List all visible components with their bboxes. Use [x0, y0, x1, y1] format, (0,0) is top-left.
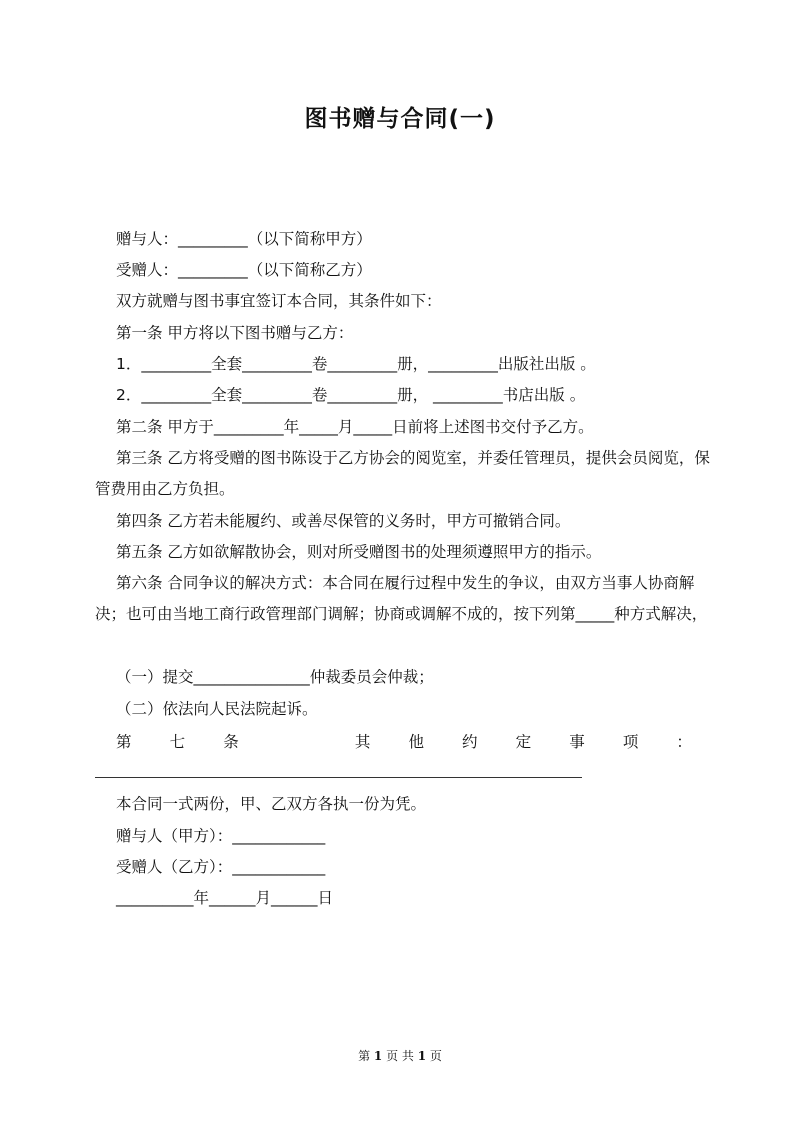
article-1-item-1: 1．_________全套_________卷_________册，_________出版社出版 。 — [116, 355, 596, 373]
article-7-char: 七 — [169, 733, 186, 751]
article-7-gap — [277, 727, 317, 758]
article-2: 第二条 甲方于_________年_____月_____日前将上述图书交付予乙方。 — [116, 418, 594, 436]
article-7-char: 条 — [223, 733, 239, 751]
footer-middle: 页 共 — [382, 1049, 418, 1063]
article-7-char: 约 — [462, 733, 478, 751]
article-6: 第六条 合同争议的解决方式：本合同在履行过程中发生的争议，由双方当事人协商解决；也可由当地工商行政管理部门调解；协商或调解不成的，按下列第_____种方式解决， — [95, 574, 708, 623]
article-7-char: 第 — [116, 733, 132, 751]
dispute-option-1: （一）提交_______________仲裁委员会仲裁； — [116, 668, 434, 686]
article-7-char: 事 — [569, 733, 585, 751]
signature-date: __________年______月______日 — [116, 889, 334, 907]
document-title: 图书赠与合同(一) — [304, 106, 496, 132]
signature-donor: 赠与人（甲方）：____________ — [116, 827, 326, 845]
footer-prefix: 第 — [358, 1049, 374, 1063]
article-7 — [95, 727, 710, 758]
page-footer — [0, 1047, 800, 1064]
article-7-char: 他 — [408, 733, 424, 751]
article-7-char: 项 — [622, 733, 639, 751]
article-5: 第五条 乙方如欲解散协会，则对所受赠图书的处理须遵照甲方的指示。 — [116, 543, 602, 561]
footer-suffix: 页 — [426, 1049, 442, 1063]
article-1-item-2: 2．_________全套_________卷_________册， _________书店出版 。 — [116, 386, 586, 404]
article-4: 第四条 乙方若未能履约、或善尽保管的义务时，甲方可撤销合同。 — [116, 512, 571, 530]
signature-donee: 受赠人（乙方）：____________ — [116, 858, 326, 876]
article-7-char: 定 — [515, 733, 532, 751]
current-page-number: 1 — [373, 1049, 383, 1063]
donee-line: 受赠人：_________（以下简称乙方） — [116, 261, 372, 279]
total-page-count: 1 — [417, 1049, 427, 1063]
article-7-char: ： — [676, 733, 692, 751]
article-3: 第三条 乙方将受赠的图书陈设于乙方协会的阅览室，并委任管理员，提供会员阅览，保管费用由乙方负担。 — [95, 449, 710, 498]
article-1: 第一条 甲方将以下图书赠与乙方： — [116, 324, 354, 342]
donor-line: 赠与人：_________（以下简称甲方） — [116, 230, 372, 248]
article-7-char: 其 — [354, 733, 371, 751]
copies-line: 本合同一式两份，甲、乙双方各执一份为凭。 — [116, 795, 427, 813]
dispute-option-2: （二）依法向人民法院起诉。 — [116, 700, 318, 718]
other-terms-blank-line — [95, 777, 582, 778]
intro-line: 双方就赠与图书事宜签订本合同，其条件如下： — [116, 292, 442, 310]
